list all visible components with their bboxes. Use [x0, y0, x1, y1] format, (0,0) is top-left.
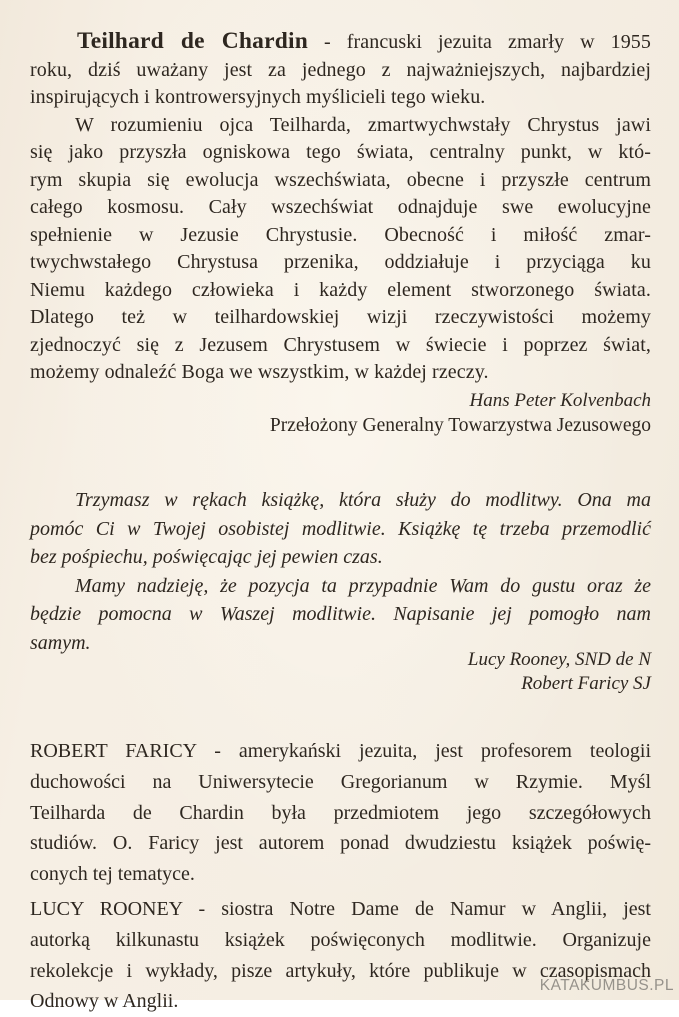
intro-line1-rest: - francuski jezuita zmarły w 1955 [324, 31, 652, 53]
body-line: się jako przyszła ogniskowa tego świata, centralny punkt, w któ- [30, 141, 651, 163]
quote-line: pomóc Ci w Twojej osobistej modlitwie. Książkę tę trzeba przemodlić [30, 517, 651, 540]
body-line: twychwstałego Chrystusa przenika, oddziałuje i przyciąga ku [30, 251, 651, 273]
body-line: zjednoczyć się z Jezusem Chrystusem w świecie i poprzez świat, [30, 333, 651, 356]
quote-line: Trzymasz w rękach książkę, która służy do modlitwy. Ona ma [75, 489, 651, 511]
signature-kolvenbach [30, 389, 651, 438]
bio-line: Odnowy w Anglii. [30, 990, 179, 1013]
intro-paragraph [30, 28, 651, 112]
bio-line: rekolekcje i wykłady, pisze artykuły, które publikuje w czasopismach [30, 959, 651, 982]
bio-line: duchowości na Uniwersytecie Gregorianum w Rzymie. Myśl [30, 770, 651, 793]
signature-author-1: Lucy Rooney, SND de N [467, 649, 651, 670]
body-line: całego kosmosu. Cały wszechświat odnajduje swe ewolucyjne [30, 196, 651, 218]
body-line: rym skupia się ewolucja wszechświata, obecne i przyszłe centrum [30, 168, 651, 191]
quote-line: samym. [30, 631, 91, 654]
bio-lucy-rooney [30, 894, 651, 1017]
signature-title: Przełożony Generalny Towarzystwa Jezusowego [269, 414, 651, 436]
quote-paragraph [30, 486, 651, 658]
bio-line: studiów. O. Faricy jest autorem ponad dwudziestu książek poświę- [30, 832, 651, 855]
quote-line: Mamy nadzieję, że pozycja ta przypadnie Wam do gustu oraz że [75, 574, 651, 597]
signature-name: Hans Peter Kolvenbach [469, 390, 651, 411]
body-line: Dlatego też w teilhardowskiej wizji rzeczywistości możemy [30, 306, 651, 328]
watermark: KATAKUMBUS.PL [539, 977, 674, 994]
quote-line: będzie pomocna w Waszej modlitwie. Napisanie jej pomogło nam [30, 603, 651, 626]
bio-line: Teilharda de Chardin była przedmiotem jego szczegółowych [30, 801, 651, 824]
intro-line: inspirujących i kontrowersyjnych myślicieli tego wieku. [30, 86, 486, 108]
intro-line: roku, dziś uważany jest za jednego z najważniejszych, najbardziej [30, 58, 651, 81]
bio-line: LUCY ROONEY - siostra Notre Dame de Namur w Anglii, jest [30, 898, 651, 920]
quote-line: bez pośpiechu, poświęcając jej pewien czas. [30, 546, 383, 569]
bio-line: autorką kilkunastu książek poświęconych modlitwie. Organizuje [30, 928, 651, 951]
bio-line: ROBERT FARICY - amerykański jezuita, jest profesorem teologii [30, 740, 651, 762]
main-text-block [30, 28, 651, 387]
body-line: W rozumieniu ojca Teilharda, zmartwychwstały Chrystus jawi [75, 113, 651, 136]
signature-authors [30, 648, 651, 695]
intro-line [30, 28, 651, 57]
body-line: Niemu każdego człowieka i każdy element stworzonego świata. [30, 278, 651, 301]
body-line: spełnienie w Jezusie Chrystusie. Obecność i miłość zmar- [30, 223, 651, 246]
body-line: możemy odnaleźć Boga we wszystkim, w każdej rzeczy. [30, 361, 489, 383]
bio-line: conych tej tematyce. [30, 863, 195, 886]
bio-robert-faricy [30, 736, 651, 890]
intro-name: Teilhard de Chardin [77, 28, 309, 54]
body-paragraph [30, 112, 651, 387]
signature-author-2: Robert Faricy SJ [521, 672, 651, 694]
